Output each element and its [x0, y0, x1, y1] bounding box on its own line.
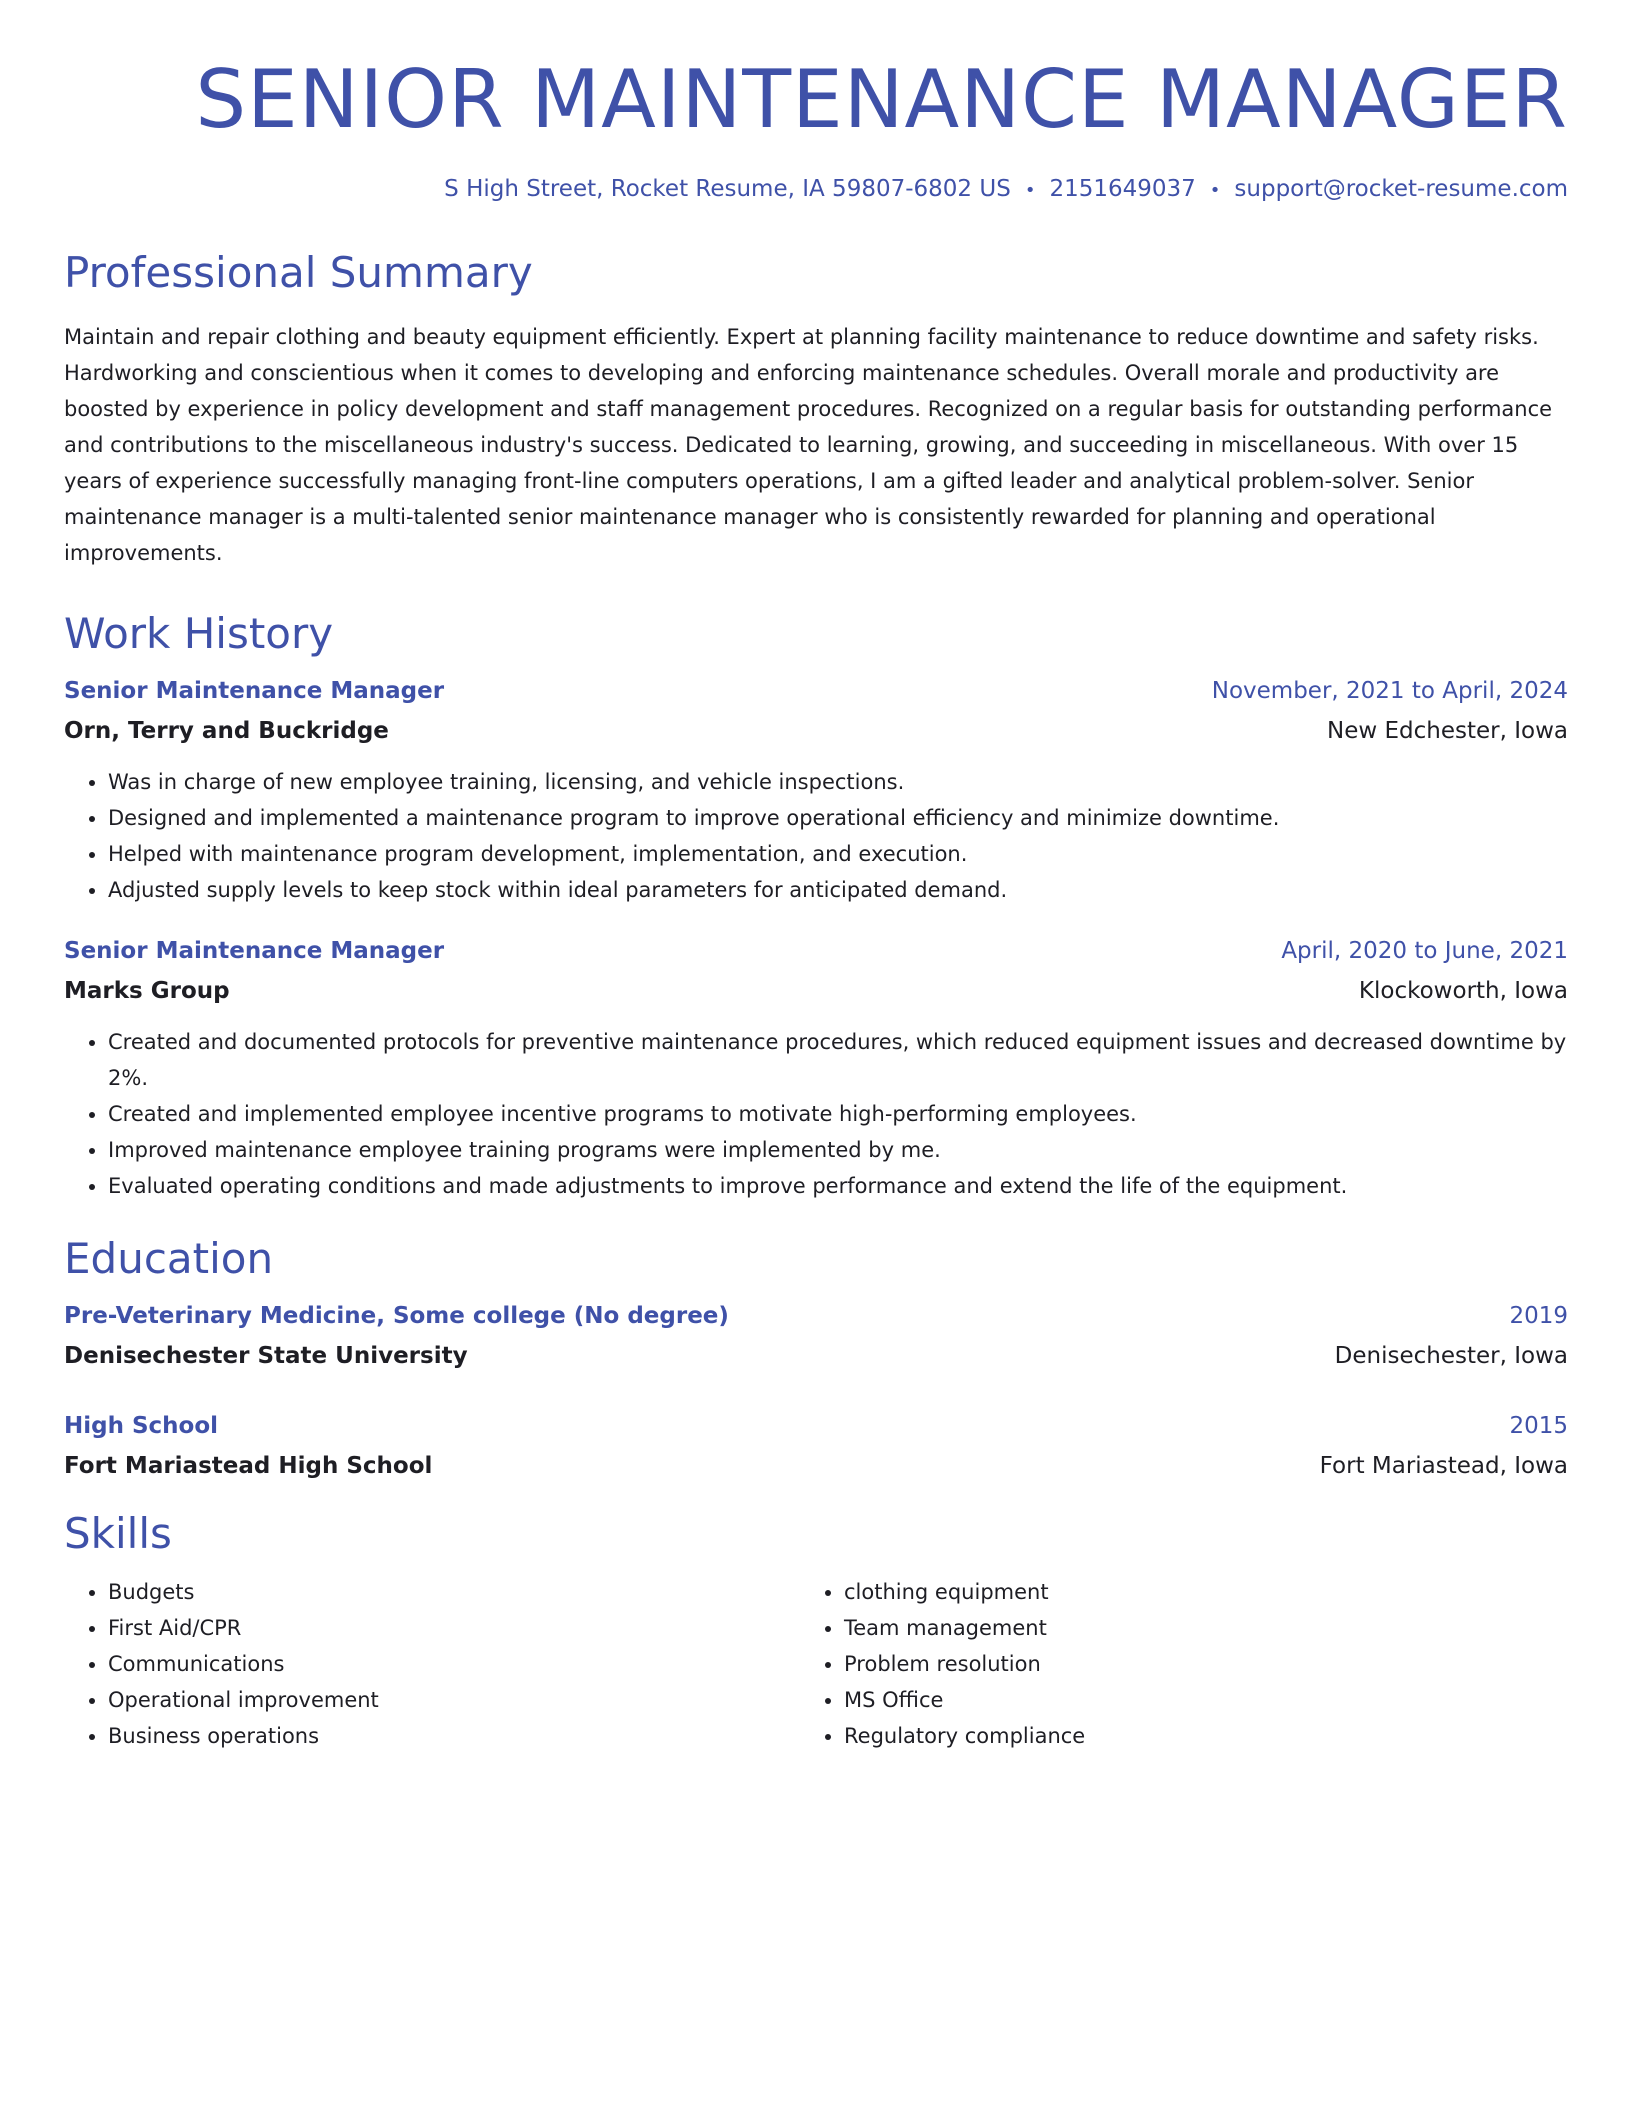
phone: 2151649037: [1049, 176, 1196, 202]
education-entry: [64, 1413, 1568, 1479]
degree: High School: [64, 1413, 219, 1439]
job-bullet: • Adjusted supply levels to keep stock within ideal parameters for anticipated demand.: [108, 872, 1568, 908]
skills-list-right: [800, 1574, 1568, 1754]
school-name: Fort Mariastead High School: [64, 1453, 433, 1479]
school-name: Denisechester State University: [64, 1343, 468, 1369]
skills-list-left: [64, 1574, 800, 1754]
job-bullet: • Created and documented protocols for preventive maintenance procedures, which reduced equipment issues and decreased downtime by 2%.: [108, 1024, 1568, 1096]
job-bullet: • Created and implemented employee incentive programs to motivate high-performing employees.: [108, 1096, 1568, 1132]
job-bullets: [64, 764, 1568, 908]
section-title-work: Work History: [64, 609, 334, 658]
degree: Pre-Veterinary Medicine, Some college (No degree): [64, 1303, 729, 1329]
skill-item: • MS Office: [844, 1682, 1568, 1718]
summary-text: Maintain and repair clothing and beauty equipment efficiently. Expert at planning facility maintenance to reduce downtime and safety risks. Hardworking and conscientious when it comes to developing and enforcing maintenance schedules. Overall morale and productivity are boosted by experience in policy development and staff management procedures. Recognized on a regular basis for outstanding performance and contributions to the miscellaneous industry's success. Dedicated to learning, growing, and succeeding in miscellaneous. With over 15 years of experience successfully managing front-line computers operations, I am a gifted leader and analytical problem-solver. Senior maintenance manager is a multi-talented senior maintenance manager who is consistently rewarded for planning and operational improvements.: [64, 325, 1553, 565]
skills-section: [64, 1509, 1568, 1754]
job-bullet: • Designed and implemented a maintenance program to improve operational efficiency and minimize downtime.: [108, 800, 1568, 836]
skill-item: • First Aid/CPR: [108, 1610, 800, 1646]
candidate-name: SENIOR MAINTENANCE MANAGER: [195, 53, 1568, 146]
summary-section: [64, 248, 1568, 571]
job-bullet: • Evaluated operating conditions and made adjustments to improve performance and extend the life of the equipment.: [108, 1168, 1568, 1204]
education-section: [64, 1234, 1568, 1479]
section-title-education: Education: [64, 1234, 274, 1283]
section-title-summary: Professional Summary: [64, 248, 533, 297]
company-name: Orn, Terry and Buckridge: [64, 718, 389, 744]
graduation-year: 2015: [1509, 1413, 1568, 1439]
skill-item: • Problem resolution: [844, 1646, 1568, 1682]
job-location: New Edchester, Iowa: [1327, 718, 1568, 744]
job-dates: November, 2021 to April, 2024: [1211, 678, 1568, 704]
company-name: Marks Group: [64, 978, 230, 1004]
job-entry: [64, 678, 1568, 908]
job-bullet: • Was in charge of new employee training, licensing, and vehicle inspections.: [108, 764, 1568, 800]
skill-item: • Business operations: [108, 1718, 800, 1754]
contact-line: [64, 176, 1568, 202]
skill-item: • Team management: [844, 1610, 1568, 1646]
school-location: Fort Mariastead, Iowa: [1319, 1453, 1568, 1479]
job-dates: April, 2020 to June, 2021: [1281, 938, 1568, 964]
skills-columns: [64, 1574, 1568, 1754]
skill-item: • Regulatory compliance: [844, 1718, 1568, 1754]
job-bullets: [64, 1024, 1568, 1204]
school-location: Denisechester, Iowa: [1334, 1343, 1568, 1369]
job-entry: [64, 938, 1568, 1204]
section-title-skills: Skills: [64, 1509, 172, 1558]
job-location: Klockoworth, Iowa: [1358, 978, 1568, 1004]
job-bullet: • Helped with maintenance program development, implementation, and execution.: [108, 836, 1568, 872]
skill-item: • clothing equipment: [844, 1574, 1568, 1610]
skill-item: • Budgets: [108, 1574, 800, 1610]
skill-item: • Operational improvement: [108, 1682, 800, 1718]
job-title: Senior Maintenance Manager: [64, 678, 445, 704]
graduation-year: 2019: [1509, 1303, 1568, 1329]
contact-separator: •: [1209, 180, 1221, 201]
email: support@rocket-resume.com: [1234, 176, 1568, 202]
skill-item: • Communications: [108, 1646, 800, 1682]
education-entry: [64, 1303, 1568, 1369]
contact-separator: •: [1024, 180, 1036, 201]
address: S High Street, Rocket Resume, IA 59807-6802 US: [444, 176, 1011, 202]
job-bullet: • Improved maintenance employee training programs were implemented by me.: [108, 1132, 1568, 1168]
job-title: Senior Maintenance Manager: [64, 938, 445, 964]
work-history-section: [64, 609, 1568, 1204]
